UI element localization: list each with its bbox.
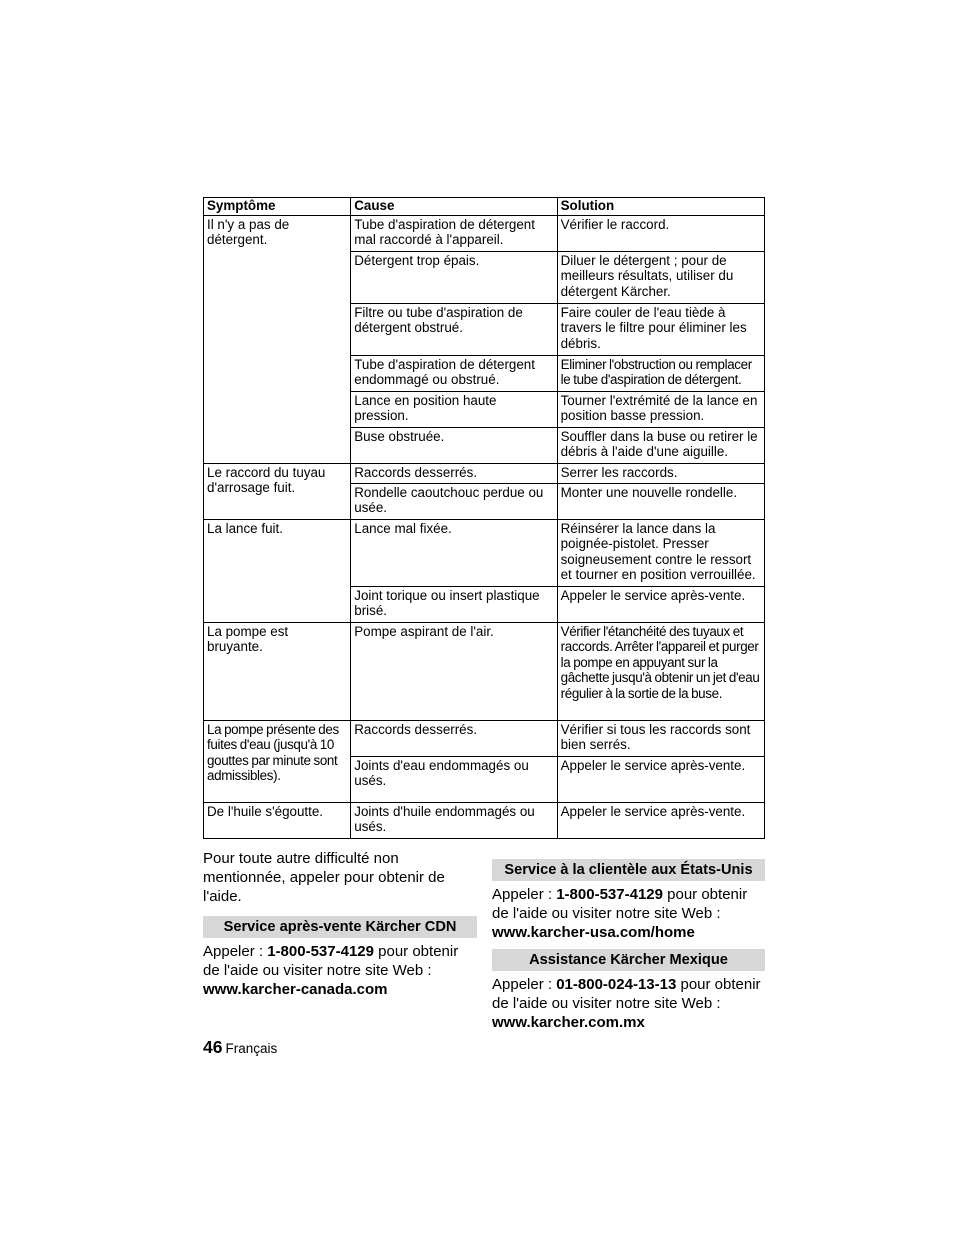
table-row: [204, 463, 765, 483]
table-row: [204, 519, 765, 586]
cause-cell: Rondelle caoutchouc perdue ou usée.: [351, 483, 557, 519]
table-row: [204, 215, 765, 251]
symptom-cell: La lance fuit.: [204, 519, 351, 622]
solution-cell: Eliminer l'obstruction ou remplacer le tube d'aspiration de détergent.: [557, 355, 764, 391]
header-solution: Solution: [557, 198, 764, 216]
cause-cell: Raccords desserrés.: [351, 720, 557, 756]
header-cause: Cause: [351, 198, 557, 216]
solution-cell: Appeler le service après-vente.: [557, 802, 764, 838]
cdn-contact: [203, 943, 477, 981]
usa-contact: [492, 886, 765, 924]
symptom-cell: La pompe présente des fuites d'eau (jusqu'à 10 gouttes par minute sont admissibles).: [204, 720, 351, 802]
cause-cell: Joints d'huile endommagés ou usés.: [351, 802, 557, 838]
solution-cell: Souffler dans la buse ou retirer le débris à l'aide d'une aiguille.: [557, 427, 764, 463]
page-footer: [203, 1037, 277, 1058]
solution-cell: Vérifier le raccord.: [557, 215, 764, 251]
right-column: [492, 859, 765, 1033]
usa-paragraph: [492, 886, 765, 942]
page-number: 46: [203, 1037, 223, 1057]
mexico-website-link[interactable]: www.karcher.com.mx: [492, 1013, 645, 1031]
solution-cell: Serrer les raccords.: [557, 463, 764, 483]
language-label: Français: [225, 1041, 278, 1056]
intro-text: Pour toute autre difficulté non mentionnée, appeler pour obtenir de l'aide.: [203, 850, 445, 905]
cause-cell: Joints d'eau endommagés ou usés.: [351, 756, 557, 802]
intro-paragraph: [203, 850, 477, 906]
solution-cell: Diluer le détergent ; pour de meilleurs résultats, utiliser du détergent Kärcher.: [557, 251, 764, 303]
header-symptom: Symptôme: [204, 198, 351, 216]
usa-website-link[interactable]: www.karcher-usa.com/home: [492, 923, 695, 941]
cdn-call-suffix: pour obtenir de l'aide ou visiter notre site Web :: [203, 943, 459, 980]
cause-cell: Joint torique ou insert plastique brisé.: [351, 586, 557, 622]
cdn-heading: Service après-vente Kärcher CDN: [203, 916, 477, 938]
mexico-call-suffix: pour obtenir de l'aide ou visiter notre site Web :: [492, 976, 761, 1013]
cause-cell: Pompe aspirant de l'air.: [351, 622, 557, 720]
solution-cell: Faire couler de l'eau tiède à travers le filtre pour éliminer les débris.: [557, 303, 764, 355]
table-row: [204, 720, 765, 756]
cause-cell: Tube d'aspiration de détergent mal raccordé à l'appareil.: [351, 215, 557, 251]
symptom-cell: Le raccord du tuyau d'arrosage fuit.: [204, 463, 351, 519]
cause-cell: Raccords desserrés.: [351, 463, 557, 483]
cdn-website-link[interactable]: www.karcher-canada.com: [203, 980, 388, 998]
table-row: [204, 802, 765, 838]
cause-cell: Détergent trop épais.: [351, 251, 557, 303]
solution-cell: Appeler le service après-vente.: [557, 756, 764, 802]
cdn-phone: 1-800-537-4129: [267, 943, 374, 961]
solution-cell: Appeler le service après-vente.: [557, 586, 764, 622]
solution-cell: Monter une nouvelle rondelle.: [557, 483, 764, 519]
symptom-cell: La pompe est bruyante.: [204, 622, 351, 720]
symptom-cell: Il n'y a pas de détergent.: [204, 215, 351, 463]
table-header-row: [204, 198, 765, 216]
mexico-paragraph: [492, 976, 765, 1032]
mexico-contact: [492, 976, 765, 1014]
mexico-call-prefix: Appeler :: [492, 976, 557, 994]
usa-heading: Service à la clientèle aux États-Unis: [492, 859, 765, 881]
cause-cell: Buse obstruée.: [351, 427, 557, 463]
troubleshooting-table: [203, 197, 765, 839]
cause-cell: Filtre ou tube d'aspiration de détergent obstrué.: [351, 303, 557, 355]
usa-call-suffix: pour obtenir de l'aide ou visiter notre site Web :: [492, 886, 748, 922]
solution-cell: Tourner l'extrémité de la lance en position basse pression.: [557, 391, 764, 427]
solution-cell: Vérifier l'étanchéité des tuyaux et raccords. Arrêter l'appareil et purger la pompe en appuyant sur la gâchette jusqu'à obtenir un jet d'eau régulier à la sortie de la buse.: [557, 622, 764, 720]
cause-cell: Tube d'aspiration de détergent endommagé ou obstrué.: [351, 355, 557, 391]
usa-phone: 1-800-537-4129: [556, 886, 663, 903]
cause-cell: Lance en position haute pression.: [351, 391, 557, 427]
symptom-cell: De l'huile s'égoutte.: [204, 802, 351, 838]
solution-cell: Vérifier si tous les raccords sont bien serrés.: [557, 720, 764, 756]
table-row: [204, 622, 765, 720]
usa-call-prefix: Appeler :: [492, 886, 557, 903]
mexico-phone: 01-800-024-13-13: [556, 976, 677, 994]
cause-cell: Lance mal fixée.: [351, 519, 557, 586]
left-column: [203, 850, 477, 1000]
solution-cell: Réinsérer la lance dans la poignée-pistolet. Presser soigneusement contre le ressort et tourner en position verrouillée.: [557, 519, 764, 586]
cdn-paragraph: [203, 943, 477, 999]
mexico-heading: Assistance Kärcher Mexique: [492, 949, 765, 971]
cdn-call-prefix: Appeler :: [203, 943, 268, 961]
